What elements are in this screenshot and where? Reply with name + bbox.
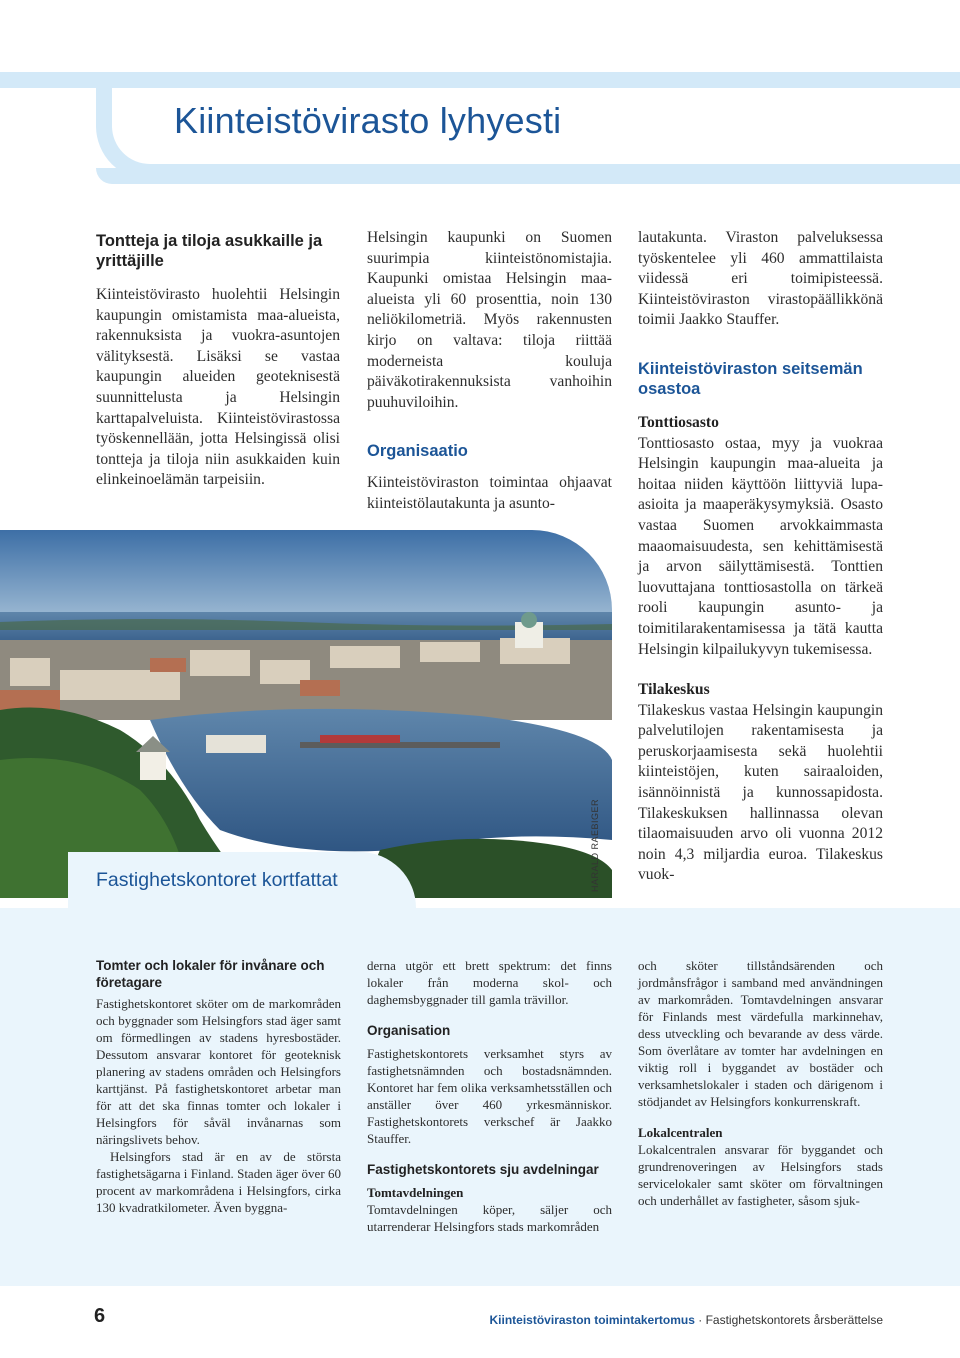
fi-heading-osastot: Kiinteistöviraston seitsemän osastoa [638, 359, 863, 398]
fi-paragraph-ownership: Helsingin kaupunki on Suomen suurimpia kiinteistönomistajia. Kaupunki omistaa Helsingin maa-alueista yli 60 prosenttia, noin 130 neliökilometriä. Myös rakennusten kirjo on valtava: tiloja riittää moderneista kouluja päiväkotirakennuksista vanhoihin puuhuviloihin. [367, 229, 612, 411]
sv-heading-avdelningar: Fastighetskontorets sju avdelningar [367, 1162, 599, 1177]
footer-sv-name: Fastighetskontorets årsberättelse [705, 1313, 883, 1327]
sv-paragraph-lokalcentralen: Lokalcentralen ansvarar för byggandet och grundrenoveringen av Helsingfors stads servicelokaler samt sköter om förvaltningen och underhållet av fastigheter, såsom sjuk- [638, 1142, 883, 1208]
fi-paragraph-organisation-start: Kiinteistöviraston toimintaa ohjaavat kiinteistölautakunta ja asunto- [367, 474, 612, 512]
sv-column-1 [96, 957, 341, 1216]
sv-subheading-lokalcentralen: Lokalcentralen [638, 1125, 723, 1140]
footer-separator: · [698, 1313, 703, 1327]
footer-fi-name: Kiinteistöviraston toimintakertomus [489, 1313, 695, 1327]
swedish-section-title: Fastighetskontoret kortfattat [96, 869, 338, 891]
sv-paragraph-organisation: Fastighetskontorets verksamhet styrs av fastighetsnämnden och bostadsnämnden. Kontoret har fem olika verksamhetsställen och anställer över 460 yrkesmänniskor. Fastighetskontorets verkschef är Jaakko Stauffer. [367, 1046, 612, 1146]
fi-paragraph-organisation-end: lautakunta. Viraston palveluksessa työskentelee yli 460 ammattilaista viidessä eri toimipisteessä. Kiinteistöviraston virastopäällikkönä toimii Jaakko Stauffer. [638, 229, 883, 329]
helsinki-photo [0, 530, 612, 898]
fi-column-1 [96, 231, 340, 491]
sv-column-3 [638, 957, 883, 1209]
sv-paragraph-intro: Fastighetskontoret sköter om de markområden och byggnader som Helsingfors stad äger samt om förmedlingen av stadens hyresbostäder. Dessutom ansvarar kontoret för geoteknisk planering av stadens områden och Helsingfors karttjänst. På fastighetskontoret arbetar man för att det ska finnas tomter och lokaler i Helsingfors för såväl invånarnas som näringslivets behov. [96, 996, 341, 1147]
sv-heading-organisation: Organisation [367, 1023, 451, 1038]
fi-paragraph-intro: Kiinteistövirasto huolehtii Helsingin kaupungin omistamista maa-alueista, rakennuksista ja vuokra-asuntojen välityksestä. Lisäksi se vastaa kaupungin alueiden geoteknisestä suunnittelusta ja Helsingin karttapalveluista. Kiinteistövirastossa työskennellään, jotta Helsingissä olisi tontteja ja tiloja niin asukkaiden kuin elinkeinoelämän tarpeisiin. [96, 286, 340, 489]
fi-subheading-tilakeskus: Tilakeskus [638, 681, 710, 699]
page-number: 6 [94, 1305, 106, 1327]
sv-paragraph-ownership: Helsingfors stad är en av de största fastighetsägarna i Finland. Staden äger över 60 procent av markområdena i Helsingfors, cirka 130 kvadratkilometer. Även byggna- [96, 1149, 341, 1215]
fi-paragraph-tilakeskus: Tilakeskus vastaa Helsingin kaupungin palvelutilojen rakentamisesta ja peruskorjaamisesta sekä huolehtii kiinteistöjen, kuten sairaaloiden, isännöinnistä ja kunnossapidosta. Tilakeskuksen hallinnassa olevan tilaomaisuuden arvo oli vuonna 2012 noin 4,3 miljardia euroa. Tilakeskus vuok- [638, 701, 883, 884]
sv-column-2 [367, 957, 612, 1235]
sv-paragraph-tomtavdelningen: Tomtavdelningen köper, säljer och utarrenderar Helsingfors stads markområden [367, 1202, 612, 1234]
sv-paragraph-buildings: derna utgör ett brett spektrum: det finns lokaler från moderna skol- och daghemsbyggnader till gamla trävillor. [367, 958, 612, 1007]
photo-credit: HARALD RAEBIGER [590, 798, 600, 892]
footer-publication [490, 1313, 883, 1327]
fi-heading-tontteja: Tontteja ja tiloja asukkaille ja yrittäjille [96, 232, 323, 270]
fi-column-2 [367, 228, 612, 515]
fi-column-3 [638, 228, 883, 886]
header-frame-bottom [96, 168, 960, 184]
sv-subheading-tomtavdelningen: Tomtavdelningen [367, 1185, 464, 1200]
fi-paragraph-tonttiosasto: Tonttiosasto ostaa, myy ja vuokraa Helsingin kaupungin maa-alueita ja hoitaa niiden käyttöön liittyviä lupa-asioita ja maaperäkysymyksiä. Osasto vastaa Suomen arvokkaimmasta maaomaisuudesta, sen kehittämisestä ja arvon säilyttämisestä. Tonttien luovuttajana tonttiosastolla on tärkeä rooli kaupungin asunto- ja toimitilarakentamisessa ja tätä kautta Helsingin kilpailukyvyn tukemisessa. [638, 434, 883, 658]
fi-heading-organisaatio: Organisaatio [367, 442, 468, 461]
sv-heading-tomter: Tomter och lokaler för invånare och företagare [96, 958, 325, 990]
fi-subheading-tonttiosasto: Tonttiosasto [638, 413, 719, 431]
page-title: Kiinteistövirasto lyhyesti [174, 100, 562, 141]
sv-paragraph-tomtavdelningen-cont: och sköter tillståndsärenden och jordmånsfrågor i samband med användningen av markområden. Tomtavdelningen ansvarar för Finlands mest värdefulla markinnehav, dess utveckling och bevarande av dess värde. Som överlåtare av tomter har avdelningen en viktig roll i byggandet av bostäder och verksamhetslokaler i staden och därigenom i stödjandet av Helsingfors konkurrenskraft. [638, 958, 883, 1109]
